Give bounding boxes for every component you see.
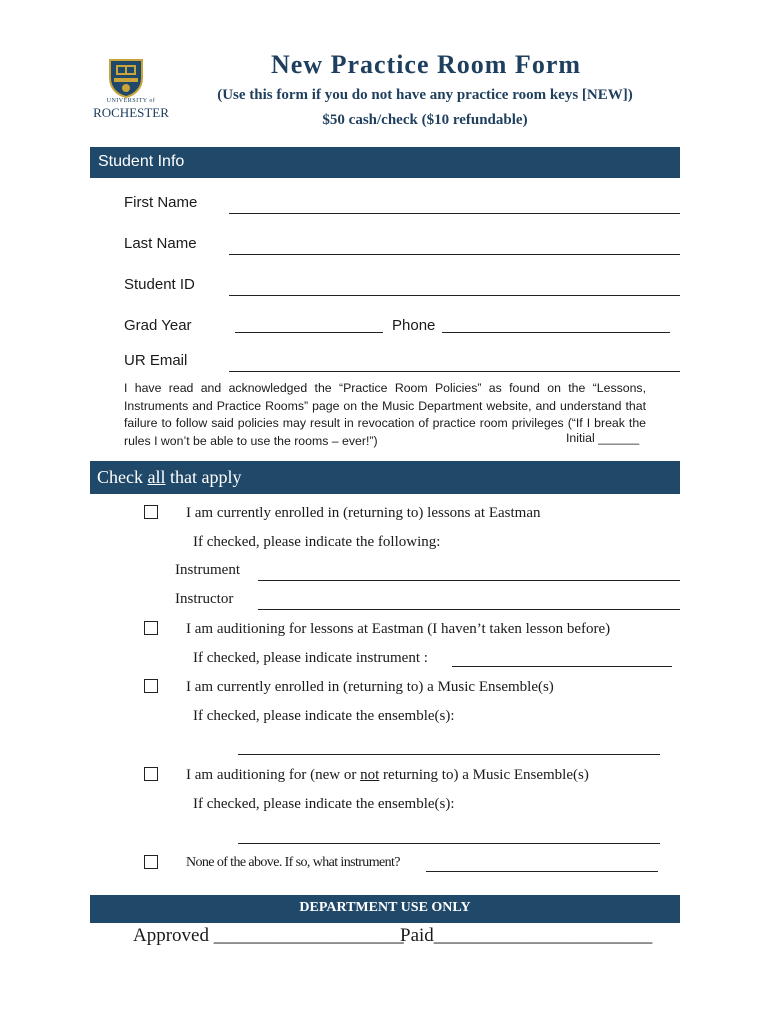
instrument-field[interactable] <box>258 580 680 581</box>
check-all-header <box>90 461 680 494</box>
last-name-label: Last Name <box>124 235 197 252</box>
lessons-enrolled-label: I am currently enrolled in (returning to) lessons at Eastman <box>186 505 541 521</box>
ensemble-enrolled-checkbox[interactable] <box>144 679 158 693</box>
first-name-label: First Name <box>124 194 198 211</box>
student-id-field[interactable] <box>229 295 680 296</box>
ur-email-field[interactable] <box>229 371 680 372</box>
university-logo <box>93 52 169 120</box>
form-subtitle: (Use this form if you do not have any practice room keys [NEW]) <box>217 87 633 103</box>
lessons-enrolled-checkbox[interactable] <box>144 505 158 519</box>
form-fee: $50 cash/check ($10 refundable) <box>322 112 528 128</box>
lessons-audition-instruction: If checked, please indicate instrument : <box>193 650 428 666</box>
ensemble-audition-label: I am auditioning for (new or not returning to) a Music Ensemble(s) <box>186 767 589 783</box>
student-info-header <box>90 147 680 178</box>
ensemble-enrolled-instruction: If checked, please indicate the ensemble(s): <box>193 708 455 724</box>
instrument-label: Instrument <box>175 562 240 578</box>
lessons-audition-label: I am auditioning for lessons at Eastman (I haven’t taken lesson before) <box>186 621 611 637</box>
audition-instrument-field[interactable] <box>452 666 672 667</box>
ensemble-audition-checkbox[interactable] <box>144 767 158 781</box>
ensemble-audition-instruction: If checked, please indicate the ensemble(s): <box>193 796 455 812</box>
approved-field[interactable]: Approved ____________________ <box>133 925 404 946</box>
logo-wordmark: ROCHESTER <box>93 105 169 120</box>
instructor-field[interactable] <box>258 609 680 610</box>
ensemble-enrolled-label: I am currently enrolled in (returning to) a Music Ensemble(s) <box>186 679 554 695</box>
phone-field[interactable] <box>442 332 670 333</box>
last-name-field[interactable] <box>229 254 680 255</box>
phone-label: Phone <box>392 317 436 334</box>
first-name-field[interactable] <box>229 213 680 214</box>
paid-field[interactable]: Paid_______________________ <box>400 925 653 946</box>
check-all-heading: Check all that apply <box>97 467 242 487</box>
university-shield-icon <box>108 58 144 98</box>
department-use-header <box>90 895 680 923</box>
lessons-audition-checkbox[interactable] <box>144 621 158 635</box>
form-title: New Practice Room Form <box>270 50 582 79</box>
grad-year-label: Grad Year <box>124 317 192 334</box>
student-id-label: Student ID <box>124 276 195 293</box>
ensemble-enrolled-field[interactable] <box>238 754 660 755</box>
instructor-label: Instructor <box>175 591 234 607</box>
ur-email-label: UR Email <box>124 352 188 369</box>
ensemble-audition-field[interactable] <box>238 843 660 844</box>
grad-year-field[interactable] <box>235 332 383 333</box>
policy-acknowledgement: I have read and acknowledged the “Practice Room Policies” as found on the “Lessons, Instruments and Practice Rooms” page on the Music Department website, and understand that failure to follow said policies may result in revocation of practice room privileges (“If I break the rules I won’t be able to use the rooms – ever!”) <box>124 381 646 448</box>
none-instrument-field[interactable] <box>426 871 658 872</box>
none-of-above-checkbox[interactable] <box>144 855 158 869</box>
lessons-enrolled-instruction: If checked, please indicate the following: <box>193 534 441 550</box>
department-use-heading: DEPARTMENT USE ONLY <box>299 900 471 915</box>
student-info-heading: Student Info <box>98 153 185 170</box>
logo-small-text: UNIVERSITY of <box>106 98 156 104</box>
initial-field[interactable]: Initial ______ <box>566 431 640 445</box>
none-of-above-label: None of the above. If so, what instrument? <box>186 855 400 870</box>
